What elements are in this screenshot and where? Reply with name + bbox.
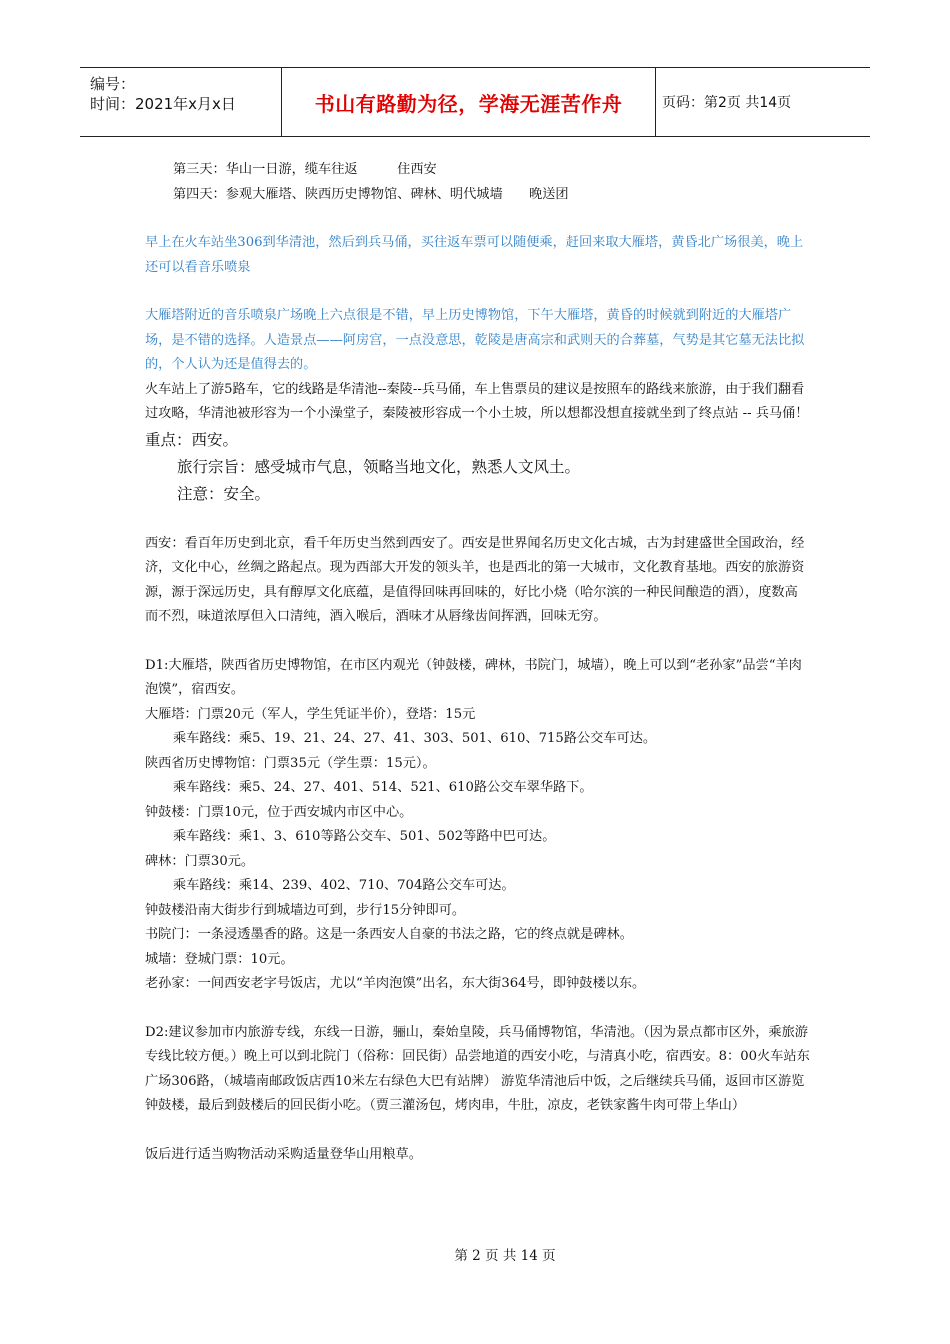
d1-detail-line: 书院门：一条浸透墨香的路。这是一条西安人自豪的书法之路，它的终点就是碑林。 [145, 927, 633, 942]
d1-detail-line: 陕西省历史博物馆：门票35元（学生票：15元）。 [145, 755, 436, 771]
d1-detail-line: 老孙家：一间西安老字号饭店，尤以“羊肉泡馍”出名，东大街364号，即钟鼓楼以东。 [145, 976, 646, 991]
header-page-info: 页码：第2页 共14页 [662, 95, 792, 111]
header-motto-cell [282, 68, 656, 136]
d1-details [145, 703, 810, 997]
d1-detail-line: 乘车路线：乘5、19、21、24、27、41、303、501、610、715路公交车可达。 [173, 731, 657, 746]
tip-paragraph-2: 大雁塔附近的音乐喷泉广场晚上六点很是不错，早上历史博物馆，下午大雁塔，黄昏的时候就到附近的大雁塔广场，是不错的选择。人造景点——阿房宫，一点没意思，乾陵是唐高宗和武则天的合葬墓，气势是其它墓无法比拟的，个人认为还是值得去的。 [145, 308, 805, 372]
purpose-line: 旅行宗旨：感受城市气息，领略当地文化，熟悉人文风土。 [177, 457, 581, 476]
number-label: 编号： [90, 75, 136, 93]
d1-detail-line: 钟鼓楼沿南大街步行到城墙边可到，步行15分钟即可。 [145, 902, 466, 918]
header-motto: 书山有路勤为径，学海无涯苦作舟 [314, 91, 623, 116]
footer-page-number: 第 2 页 共 14 页 [454, 1248, 556, 1264]
d1-detail-line: 城墙：登城门票：10元。 [145, 951, 294, 967]
itinerary-day4: 第四天：参观大雁塔、陕西历史博物馆、碑林、明代城墙 晚送团 [173, 186, 569, 202]
bus-paragraph: 火车站上了游5路车，它的线路是华清池--秦陵--兵马俑，车上售票员的建议是按照车的路线来旅游，由于我们翻看过攻略，华清池被形容为一个小澡堂子，秦陵被形容成一个小土坡，所以想都没想直接就坐到了终点站 -- 兵马俑！ [145, 381, 809, 421]
d1-detail-line: 碑林：门票30元。 [145, 853, 255, 869]
page-footer [0, 1244, 950, 1264]
d1-detail-line: 乘车路线：乘1、3、610等路公交车、501、502等路中巴可达。 [173, 829, 556, 844]
header-meta [80, 68, 282, 136]
document-body [145, 158, 810, 1167]
tip-paragraph-1: 早上在火车站坐306到华清池，然后到兵马俑，买往返车票可以随便乘，赶回来取大雁塔，黄昏北广场很美，晚上还可以看音乐喷泉 [145, 235, 804, 275]
d1-detail-line: 乘车路线：乘14、239、402、710、704路公交车可达。 [173, 878, 515, 893]
d1-detail-line: 钟鼓楼：门票10元，位于西安城内市区中心。 [145, 804, 413, 820]
d1-detail-line: 乘车路线：乘5、24、27、401、514、521、610路公交车翠华路下。 [173, 780, 593, 795]
d1-summary: D1:大雁塔，陕西省历史博物馆，在市区内观光（钟鼓楼，碑林，书院门，城墙），晚上可以到“老孙家”品尝“羊肉泡馍”，宿西安。 [145, 657, 802, 697]
xian-intro: 西安：看百年历史到北京，看千年历史当然到西安了。西安是世界闻名历史文化古城，古为封建盛世全国政治，经济，文化中心，丝绸之路起点。现为西部大开发的领头羊，也是西北的第一大城市，文化教育基地。西安的旅游资源，源于深远历史，具有醇厚文化底蕴，是值得回味再回味的，好比小烧（哈尔滨的一种民间酿造的酒），度数高而不烈，味道浓厚但入口清纯，酒入喉后，酒味才从唇缘齿间挥洒，回味无穷。 [145, 535, 805, 624]
notice-line: 注意：安全。 [177, 484, 271, 503]
d2-summary: D2:建议参加市内旅游专线，东线一日游，骊山，秦始皇陵，兵马俑博物馆，华清池。（因为景点都市区外，乘旅游专线比较方便。）晚上可以到北院门（俗称：回民街）品尝地道的西安小吃，与清真小吃，宿西安。8：00火车站东广场306路，（城墙南邮政饭店西10米左右绿色大巴有站牌） 游览华清池后中饭，之后继续兵马俑，返回市区游览钟鼓楼，最后到鼓楼后的回民街小吃。（贾三灌汤包，烤肉串，牛肚，凉皮，老铁家酱牛肉可带上华山） [145, 1024, 810, 1113]
focus-line: 重点：西安。 [145, 430, 239, 449]
time-label: 时间：2021年x月x日 [90, 95, 236, 113]
d1-detail-line: 大雁塔：门票20元（军人，学生凭证半价），登塔：15元 [145, 706, 476, 722]
page-header [80, 67, 870, 137]
shopping-line: 饭后进行适当购物活动采购适量登华山用粮草。 [145, 1146, 422, 1162]
itinerary-day3: 第三天：华山一日游，缆车往返 住西安 [173, 162, 437, 177]
